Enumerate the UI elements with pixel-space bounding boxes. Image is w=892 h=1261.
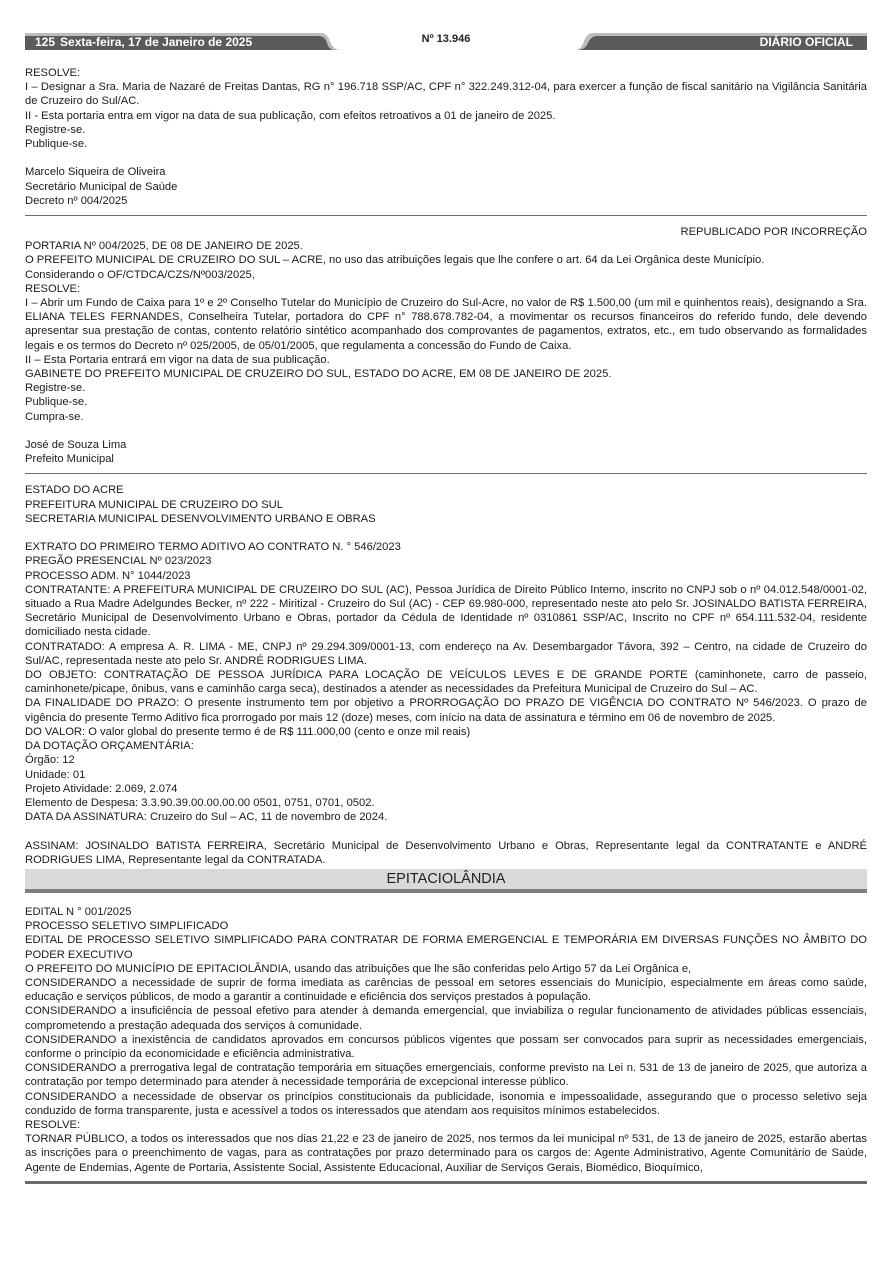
text-line: RESOLVE:	[25, 67, 81, 79]
signatory-name: Marcelo Siqueira de Oliveira	[25, 166, 166, 179]
text-line: PREGÃO PRESENCIAL Nº 023/2023	[25, 555, 212, 568]
text-paragraph: TORNAR PÚBLICO, a todos os interessados que nos dias 21,22 e 23 de janeiro de 2025, nos termos da lei municipal nº 531, de 13 de janeiro de 2025, estarão abertas as inscrições para o preenchimento de vagas, para as contratações por prazo determinado para os cargos de: Agente Administrativo, Agente Comunitário de Saúde, Agente de Endemias, Agente de Portaria, Assistente Social, Assistente Educacional, Auxiliar de Serviços Gerais, Biomédico, Bioquímico,	[25, 1133, 867, 1174]
text-paragraph: CONTRATADO: A empresa A. R. LIMA - ME, CNPJ nº 29.294.309/0001-13, com endereço na Av. Desembargador Távora, 392 – Centro, na cidade de Cruzeiro do Sul/AC, representada neste ato pelo Sr. ANDRÉ RODRIGUES LIMA.	[25, 640, 867, 667]
text-line: Unidade: 01	[25, 768, 86, 781]
heading-line: PREFEITURA MUNICIPAL DE CRUZEIRO DO SUL	[25, 498, 283, 511]
text-line: PROCESSO SELETIVO SIMPLIFICADO	[25, 920, 229, 933]
text-paragraph: I – Designar a Sra. Maria de Nazaré de Freitas Dantas, RG n° 196.718 SSP/AC, CPF n° 322.249.312-04, para exercer a função de fiscal sanitário na Vigilância Sanitária de Cruzeiro do Sul/AC.	[25, 81, 867, 108]
text-paragraph: DO OBJETO: CONTRATAÇÃO DE PESSOA JURÍDICA PARA LOCAÇÃO DE VEÍCULOS LEVES E DE GRANDE PORTE (caminhonete, carro de passeio, caminhonete/picape, ônibus, vans e caminhão carga seca), destinados a atender as necessidades da Prefeitura Municipal de Cruzeiro do Sul – AC.	[25, 669, 867, 696]
signatory-decree: Decreto nº 004/2025	[25, 194, 128, 207]
issue-date: Sexta-feira, 17 de Janeiro de 2025	[60, 35, 253, 49]
text-line: DATA DA ASSINATURA: Cruzeiro do Sul – AC, 11 de novembro de 2024.	[25, 811, 388, 824]
text-paragraph: DA FINALIDADE DO PRAZO: O presente instrumento tem por objetivo a PRORROGAÇÃO DO PRAZO DE VIGÊNCIA DO CONTRATO Nº 546/2023. O prazo de vigência do presente Termo Aditivo fica prorrogado por mais 12 (doze) meses, com início na data de assinatura e término em 06 de novembro de 2025.	[25, 697, 867, 724]
portaria-fiscal-sanitario	[25, 66, 867, 208]
text-paragraph: I – Abrir um Fundo de Caixa para 1º e 2º Conselho Tutelar do Município de Cruzeiro do Sul-Acre, no valor de R$ 1.500,00 (um mil e quinhentos reais), designando a Sra. ELIANA TELES FERNANDES, Conselheira Tutelar, portadora do CPF n° 788.678.782-04, a movimentar os recursos financeiros do referido fundo, dele devendo apresentar sua prestação de contas, contento relatório sintético acompanhado dos comprovantes de pagamentos, extratos, etc., em tudo observando as formalidades legais e os termos do Decreto nº 025/2005, de 05/01/2005, que regulamenta a concessão do Fundo de Caixa.	[25, 297, 867, 352]
text-paragraph: CONSIDERANDO a necessidade de suprir de forma imediata as carências de pessoal em setores essenciais do Município, especialmente em áreas como saúde, educação e serviços públicos, de modo a garantir a continuidade e eficiência dos serviços prestados à população.	[25, 976, 867, 1004]
text-line: EXTRATO DO PRIMEIRO TERMO ADITIVO AO CONTRATO N. ° 546/2023	[25, 541, 401, 554]
text-paragraph: EDITAL DE PROCESSO SELETIVO SIMPLIFICADO PARA CONTRATAR DE FORMA EMERGENCIAL E TEMPORÁRIA EM DIVERSAS FUNÇÕES NO ÂMBITO DO PODER EXECUTIVO	[25, 934, 867, 961]
text-line: RESOLVE:	[25, 1118, 81, 1131]
text-line: Considerando o OF/CTDCA/CZS/Nº003/2025,	[25, 268, 255, 281]
publication-name: DIÁRIO OFICIAL	[759, 35, 853, 49]
text-paragraph: CONSIDERANDO a inexistência de candidatos aprovados em concursos públicos vigentes que possam ser convocados para suprir as necessidades emergenciais, conforme o princípio da economicidade e eficiência administrativa.	[25, 1033, 867, 1060]
text-paragraph: CONSIDERANDO a insuficiência de pessoal efetivo para atender à demanda emergencial, que inviabiliza o regular funcionamento de atividades públicas essenciais, comprometendo a prestação adequada dos serviços à comunidade.	[25, 1005, 867, 1032]
text-paragraph: CONSIDERANDO a prerrogativa legal de contratação temporária em situações emergenciais, conforme previsto na Lei n. 531 de 13 de janeiro de 2025, que autoriza a contratação por tempo determinado para atender à necessidade temporária de excepcional interesse público.	[25, 1062, 867, 1089]
text-line: Registre-se.	[25, 123, 86, 136]
text-line: O PREFEITO DO MUNICÍPIO DE EPITACIOLÂNDIA, usando das atribuições que lhe são conferidas pelo Artigo 57 da Lei Orgânica e,	[25, 962, 692, 975]
extrato-termo-aditivo	[25, 483, 867, 866]
heading-line: SECRETARIA MUNICIPAL DESENVOLVIMENTO URBANO E OBRAS	[25, 512, 376, 525]
text-line: PROCESSO ADM. N° 1044/2023	[25, 569, 191, 582]
text-line: DO VALOR: O valor global do presente termo é de R$ 111.000,00 (cento e onze mil reais)	[25, 725, 471, 738]
divider	[25, 473, 867, 474]
section-title-bar	[25, 869, 867, 893]
page-content	[25, 66, 867, 1184]
text-line: Publique-se.	[25, 138, 88, 151]
text-line: Publique-se.	[25, 396, 88, 409]
text-line: II – Esta Portaria entrará em vigor na data de sua publicação.	[25, 353, 330, 366]
republication-note: REPUBLICADO POR INCORREÇÃO	[680, 226, 867, 239]
text-line: II - Esta portaria entra em vigor na data de sua publicação, com efeitos retroativos a 01 de janeiro de 2025.	[25, 109, 556, 122]
text-paragraph: CONTRATANTE: A PREFEITURA MUNICIPAL DE CRUZEIRO DO SUL (AC), Pessoa Jurídica de Direito Público Interno, inscrito no CNPJ sob o nº 04.012.548/0001-02, situado a Rua Madre Adelgundes Becker, nº 222 - Miritizal - Cruzeiro do Sul (AC) - CEP 69.980-000, representado neste ato pelo Sr. JOSINALDO BATISTA FERREIRA, Secretário Municipal de Desenvolvimento Urbano e Obras, portador da Cédula de Identidade nº 0310861 SSP/AC, Inscrito no CPF nº 654.111.532-04, residente domiciliado nesta cidade.	[25, 583, 867, 639]
signatory-name: José de Souza Lima	[25, 439, 127, 452]
text-line: Elemento de Despesa: 3.3.90.39.00.00.00.00 0501, 0751, 0701, 0502.	[25, 796, 375, 809]
text-line: PORTARIA Nº 004/2025, DE 08 DE JANEIRO DE 2025.	[25, 240, 303, 253]
bottom-divider	[25, 1181, 867, 1184]
page-header	[25, 33, 867, 50]
signatory-role: Secretário Municipal de Saúde	[25, 180, 178, 193]
page-number: 125	[35, 35, 56, 49]
text-line: GABINETE DO PREFEITO MUNICIPAL DE CRUZEIRO DO SUL, ESTADO DO ACRE, EM 08 DE JANEIRO DE 2025.	[25, 368, 612, 381]
edital-001-2025	[25, 905, 867, 1175]
text-line: RESOLVE:	[25, 282, 81, 295]
text-line: Cumpra-se.	[25, 410, 84, 423]
heading-line: ESTADO DO ACRE	[25, 484, 124, 497]
edition-number: Nº 13.946	[421, 33, 471, 45]
text-line: O PREFEITO MUNICIPAL DE CRUZEIRO DO SUL – ACRE, no uso das atribuições legais que lhe confere o art. 64 da Lei Orgânica deste Município.	[25, 254, 765, 267]
text-line: Projeto Atividade: 2.069, 2.074	[25, 782, 178, 795]
text-paragraph: ASSINAM: JOSINALDO BATISTA FERREIRA, Secretário Municipal de Desenvolvimento Urbano e Obras, Representante legal da CONTRATANTE e ANDRÉ RODRIGUES LIMA, Representante legal da CONTRATADA.	[25, 839, 867, 866]
text-line: DA DOTAÇÃO ORÇAMENTÁRIA:	[25, 740, 194, 753]
text-line: EDITAL N ° 001/2025	[25, 905, 132, 918]
signatory-role: Prefeito Municipal	[25, 453, 114, 466]
divider	[25, 215, 867, 216]
section-title: EPITACIOLÂNDIA	[386, 870, 506, 887]
text-paragraph: CONSIDERANDO a necessidade de observar os princípios constitucionais da publicidade, isonomia e impessoalidade, assegurando que o processo seletivo seja conduzido de forma transparente, justa e acessível a todos os interessados que atendam aos requisitos mínimos estabelecidos.	[25, 1090, 867, 1117]
text-line: Registre-se.	[25, 382, 86, 395]
text-line: Órgão: 12	[25, 754, 75, 767]
portaria-004-2025	[25, 225, 867, 466]
